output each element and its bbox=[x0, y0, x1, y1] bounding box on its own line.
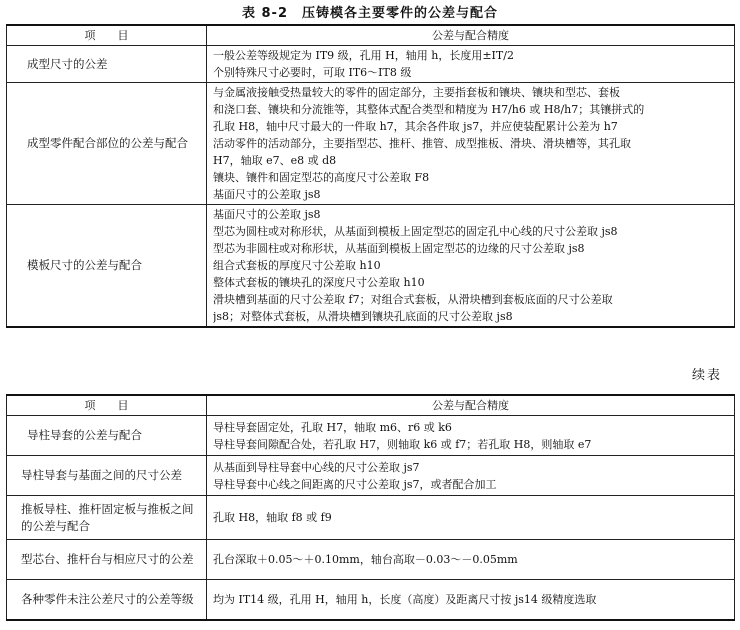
table-row bbox=[7, 83, 735, 205]
table-row bbox=[7, 540, 735, 580]
table-row bbox=[7, 580, 735, 620]
spec-line: 孔取 H8，轴中尺寸最大的一件取 h7，其余各件取 js7，并应使装配累计公差为 h7 bbox=[213, 120, 618, 133]
spec-line: 整体式套板的镶块孔的深度尺寸公差取 h10 bbox=[213, 276, 425, 289]
spec-line: 组合式套板的厚度尺寸公差取 h10 bbox=[213, 259, 381, 272]
spec-line: js8；对整体式套板，从滑块槽到镶块孔底面的尺寸公差取 js8 bbox=[213, 310, 513, 323]
spec-line: 滑块槽到基面的尺寸公差取 f7；对组合式套板，从滑块槽到套板底面的尺寸公差取 bbox=[213, 293, 613, 306]
continued-label: 续表 bbox=[691, 368, 722, 383]
spec-line: 个别特殊尺寸必要时，可取 IT6～IT8 级 bbox=[213, 66, 412, 79]
spec-line: 孔台深取＋0.05～＋0.10mm，轴台高取－0.03～－0.05mm bbox=[213, 553, 518, 566]
table-row bbox=[7, 46, 735, 83]
spec-line: 型芯为圆柱或对称形状，从基面到模板上固定型芯的固定孔中心线的尺寸公差取 js8 bbox=[213, 225, 618, 238]
header-item: 项 目 bbox=[7, 395, 207, 416]
row-item-label: 模板尺寸的公差与配合 bbox=[7, 205, 207, 328]
spec-line: 一般公差等级规定为 IT9 级，孔用 H，轴用 h，长度用±IT/2 bbox=[213, 49, 514, 62]
table-row bbox=[7, 416, 735, 456]
spec-line: 基面尺寸的公差取 js8 bbox=[213, 208, 321, 221]
spec-line: 导柱导套间隙配合处，若孔取 H7，则轴取 k6 或 f7；若孔取 H8，则轴取 e7 bbox=[213, 437, 592, 451]
row-item-label: 型芯台、推杆台与相应尺寸的公差 bbox=[7, 540, 207, 580]
table-header-row bbox=[7, 395, 735, 416]
row-spec bbox=[207, 540, 735, 580]
spec-line: 活动零件的活动部分，主要指型芯、推杆、推管、成型推板、滑块、滑块槽等，其孔取 bbox=[213, 137, 631, 150]
tolerance-table-part2 bbox=[6, 394, 735, 621]
row-spec bbox=[207, 205, 735, 328]
header-spec: 公差与配合精度 bbox=[207, 25, 735, 46]
row-spec bbox=[207, 456, 735, 496]
header-item: 项 目 bbox=[7, 25, 207, 46]
spec-line: 与金属液接触受热量较大的零件的固定部分，主要指套板和镶块、镶块和型芯、套板 bbox=[213, 86, 620, 99]
spec-line: 基面尺寸的公差取 js8 bbox=[213, 188, 321, 201]
row-item-label: 导柱导套的公差与配合 bbox=[7, 416, 207, 456]
table-row bbox=[7, 496, 735, 540]
row-spec bbox=[207, 580, 735, 620]
row-item-label: 各种零件未注公差尺寸的公差等级 bbox=[7, 580, 207, 620]
spec-line: 均为 IT14 级，孔用 H，轴用 h，长度（高度）及距离尺寸按 js14 级精度选取 bbox=[213, 592, 597, 606]
row-item-label: 推板导柱、推杆固定板与推板之间的公差与配合 bbox=[7, 496, 207, 540]
row-item-label: 成型零件配合部位的公差与配合 bbox=[7, 83, 207, 205]
table-row bbox=[7, 205, 735, 328]
spec-line: 导柱导套中心线之间距离的尺寸公差取 js7，或者配合加工 bbox=[213, 477, 497, 491]
tolerance-table-part1 bbox=[6, 24, 735, 328]
row-spec bbox=[207, 46, 735, 83]
spec-line: 从基面到导柱导套中心线的尺寸公差取 js7 bbox=[213, 460, 420, 474]
spec-line: 镶块、镶件和固定型芯的高度尺寸公差取 F8 bbox=[213, 171, 430, 184]
spec-line: 导柱导套固定处，孔取 H7，轴取 m6、r6 或 k6 bbox=[213, 420, 452, 434]
spec-line: 型芯为非圆柱或对称形状，从基面到模板上固定型芯的边缘的尺寸公差取 js8 bbox=[213, 242, 585, 255]
row-spec bbox=[207, 416, 735, 456]
table-title: 表 8-2 压铸模各主要零件的公差与配合 bbox=[241, 6, 498, 21]
spec-line: 和浇口套、镶块和分流锥等，其整体式配合类型和精度为 H7/h6 或 H8/h7；其镶拼式的 bbox=[213, 103, 645, 116]
row-spec bbox=[207, 496, 735, 540]
table-row bbox=[7, 456, 735, 496]
spec-line: H7，轴取 e7、e8 或 d8 bbox=[213, 154, 337, 167]
spec-line: 孔取 H8，轴取 f8 或 f9 bbox=[213, 511, 332, 524]
header-spec: 公差与配合精度 bbox=[207, 395, 735, 416]
row-spec bbox=[207, 83, 735, 205]
table-header-row bbox=[7, 25, 735, 46]
row-item-label: 导柱导套与基面之间的尺寸公差 bbox=[7, 456, 207, 496]
row-item-label: 成型尺寸的公差 bbox=[7, 46, 207, 83]
